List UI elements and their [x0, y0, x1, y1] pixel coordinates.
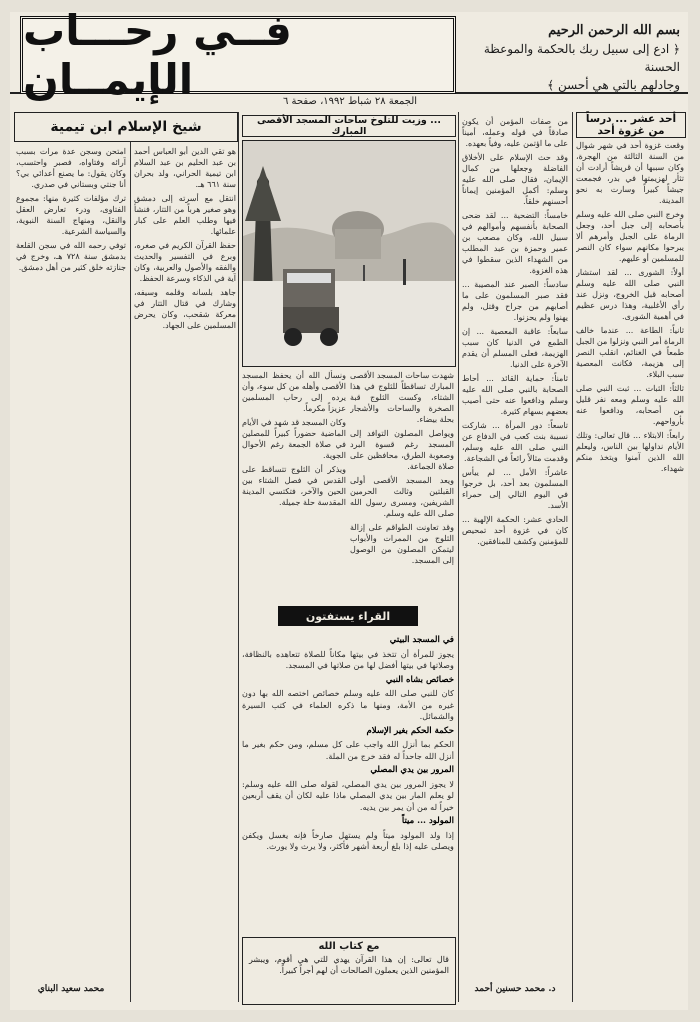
qa-answer: يجوز للمرأة أن تتخذ في بيتها مكاناً للصلاة تتعاهده بالنظافة، وصلاتها في بيتها أفضل لها من صلاتها في المسجد.	[242, 648, 454, 670]
column-rule	[238, 112, 239, 1002]
paragraph: جاهد بلسانه وقلمه وسيفه، وشارك في قتال التتار في معركة شقحب، وكان يحرض المسلمين على الجهاد.	[134, 288, 236, 330]
motto-line-2: وجادلهم بالتي هي أحسن ﴾	[547, 78, 680, 92]
qa-answer: كان للنبي صلى الله عليه وسلم خصائص اختصه الله بها دون غيره من الأمة، ومنها ما ذكره العلماء في كتب السيرة والشمائل.	[242, 688, 454, 721]
paragraph: توفي رحمه الله في سجن القلعة بدمشق سنة ٧٢٨ هـ، وخرج في جنازته خلق كثير من أهل دمشق.	[16, 241, 126, 272]
aqsa-article-col-b	[242, 370, 346, 600]
paragraph: شهدت ساحات المسجد الأقصى المبارك تساقطاً للثلوج في هذا الشتاء، وكست الثلوج قبة الصخرة والساحات والأشجار بحلة بيضاء.	[350, 371, 454, 424]
qa-answer: لا يجوز المرور بين يدي المصلي، لقوله صلى الله عليه وسلم: لو يعلم المار بين يدي المصلي ماذا عليه لكان أن يقف أربعين خيراً له من أن يمر بين يديه.	[242, 778, 454, 812]
uhud-article	[576, 140, 684, 1005]
masthead-motto	[465, 22, 680, 92]
paragraph: سادساً: الصبر عند المصيبة ... فقد صبر المسلمون على ما أصابهم من جراح وقتل، ولم يهنوا ولم يحزنوا.	[462, 280, 568, 322]
uhud-headline	[576, 112, 686, 138]
qa-question: حكمة الحكم بغير الإسلام	[366, 725, 454, 736]
photo-illustration	[243, 141, 455, 366]
ibn-taymiyyah-headline-text: شيخ الإسلام ابن تيمية	[50, 119, 202, 135]
paragraph: حفظ القرآن الكريم في صغره، وبرع في التفسير والحديث والفقه والأصول والعربية، وكان آية في الذكاء وسرعة الحفظ.	[134, 241, 236, 283]
uhud-article-continued	[462, 116, 568, 976]
paragraph: ثامناً: حماية القائد ... أحاط الصحابة بالنبي صلى الله عليه وسلم ودافعوا عنه حتى أصيب بعضهم بسهام كثيرة.	[462, 374, 568, 416]
qa-answer: الحكم بما أنزل الله واجب على كل مسلم، ومن حكم بغير ما أنزل الله جاحداً له فقد خرج من الملة.	[242, 739, 454, 761]
column-rule	[458, 112, 459, 1002]
paragraph: ونسأل الله أن يحفظ المسجد الأقصى وأهله من كل سوء، وأن يرده إلى رحاب المسلمين عزيزاً مكرماً.	[242, 371, 346, 413]
quran-box-title: مع كتاب الله	[318, 941, 380, 952]
qa-list	[242, 632, 454, 932]
paragraph: امتحن وسجن عدة مرات بسبب آرائه وفتاواه، فصبر واحتسب، وكان يقول: ما يصنع أعدائي بي؟ أنا جنتي وبستاني في صدري.	[16, 147, 126, 189]
paragraph: وكان المسجد قد شهد في الأيام الماضية حضوراً كبيراً للمصلين في صلاة الجمعة رغم الأحوال الجوية.	[242, 418, 346, 460]
qa-heading-text: القراء يستفتون	[305, 609, 391, 623]
paragraph: ثالثاً: الثبات ... ثبت النبي صلى الله عليه وسلم ومعه نفر قليل من أصحابه، ودافعوا عنه بأرواحهم.	[576, 384, 684, 426]
qa-question: المرور بين يدي المصلي	[370, 765, 454, 775]
masthead-title: فــي رحـــاب الإيمــان	[20, 16, 456, 94]
column-rule	[130, 112, 131, 1002]
paragraph: أولاً: الشورى ... لقد استشار النبي صلى الله عليه وسلم أصحابه قبل الخروج، ونزل عند رأي الأغلبية، وهذا درس عظيم في أهمية الشورى.	[576, 268, 684, 321]
quran-box	[242, 937, 456, 1005]
paragraph: هو تقي الدين أبو العباس أحمد بن عبد الحليم بن عبد السلام ابن تيمية الحراني، ولد بحران سنة ٦٦١ هـ.	[134, 147, 236, 189]
aqsa-article-col-a	[350, 370, 454, 600]
paragraph: انتقل مع أسرته إلى دمشق وهو صغير هرباً من التتار، فنشأ فيها وطلب العلم على كبار علمائها.	[134, 194, 236, 236]
paragraph: سابعاً: عاقبة المعصية ... إن الطمع في الدنيا كان سبب الهزيمة، فعلى المسلم أن يقدم الآخرة على الدنيا.	[462, 327, 568, 369]
qa-section-heading	[278, 606, 418, 626]
paragraph: ويعد المسجد الأقصى أولى القبلتين وثالث الحرمين الشريفين، ومسرى رسول الله صلى الله عليه وسلم.	[350, 476, 454, 518]
paragraph: رابعاً: الابتلاء ... قال تعالى: وتلك الأيام نداولها بين الناس، وليعلم الله الذين آمنوا ويتخذ منكم شهداء.	[576, 431, 684, 473]
paragraph: تاسعاً: دور المرأة ... شاركت نسيبة بنت كعب في الدفاع عن النبي صلى الله عليه وسلم، وقدمت مثالاً رائعاً في الشجاعة.	[462, 421, 568, 463]
qa-answer: إذا ولد المولود ميتاً ولم يستهل صارخاً فإنه يغسل ويكفن ويصلى عليه إذا بلغ أربعة أشهر فأكثر، ولا يرث ولا يورث.	[242, 829, 454, 851]
photo-caption	[242, 115, 456, 137]
paragraph: وخرج النبي صلى الله عليه وسلم بأصحابه إلى جبل أحد، وجعل الرماة على الجبل وأمرهم ألا يبرحوا مكانهم سواء كان النصر للمسلمين أو عليهم.	[576, 210, 684, 263]
paragraph: وقعت غزوة أحد في شهر شوال من السنة الثالثة من الهجرة، وكان سببها أن قريشاً أرادت أن تثأر لهزيمتها في بدر، فجمعت جيشاً كبيراً وسارت به نحو المدينة.	[576, 141, 684, 205]
author-byline: د. محمد حسنين أحمد	[474, 984, 556, 994]
motto-line-1: ﴿ ادع إلى سبيل ربك بالحكمة والموعظة الحسنة	[483, 42, 680, 74]
paragraph: عاشراً: الأمل ... لم ييأس المسلمون بعد أحد، بل خرجوا في اليوم التالي إلى حمراء الأسد.	[462, 468, 568, 510]
qa-question: المولود ... ميتاً	[401, 816, 454, 826]
paragraph: من صفات المؤمن أن يكون صادقاً في قوله وعمله، أميناً على ما اؤتمن عليه، وفياً بعهده.	[462, 117, 568, 148]
uhud-headline-text: أحد عشر ... درساً من غزوة أحد	[585, 113, 677, 137]
quran-box-text: قال تعالى: إن هذا القرآن يهدي للتي هي أقوم، ويبشر المؤمنين الذين يعملون الصالحات أن لهم أجراً كبيراً.	[249, 955, 449, 975]
snow-aqsa-photo	[242, 140, 456, 367]
qa-question: في المسجد البيتي	[389, 635, 454, 645]
qa-question: خصائص بشاه النبي	[385, 674, 454, 685]
basmala: بسم الله الرحمن الرحيم	[548, 23, 680, 38]
ibn-taymiyyah-col-a	[134, 146, 236, 1001]
paragraph: خامساً: التضحية ... لقد ضحى الصحابة بأنفسهم وأموالهم في سبيل الله، وكان مصعب بن عمير وحمزة بن عبد المطلب من الشهداء الذين سقطوا في هذه الغزوة.	[462, 211, 568, 275]
author-byline: محمد سعيد البناي	[37, 984, 105, 994]
paragraph: ترك مؤلفات كثيرة منها: مجموع الفتاوى، ودرء تعارض العقل والنقل، ومنهاج السنة النبوية، والسياسة الشرعية.	[16, 194, 126, 236]
paragraph: وقد تعاونت الطواقم على إزالة الثلوج من الممرات والأبواب ليتمكن المصلون من الوصول إلى المسجد.	[350, 523, 454, 565]
dateline: الجمعة ٢٨ شباط ١٩٩٢، صفحة ٦	[282, 96, 418, 107]
newspaper-page	[10, 6, 688, 1010]
ibn-taymiyyah-headline	[14, 112, 238, 142]
column-rule	[572, 112, 573, 1002]
paragraph: الحادي عشر: الحكمة الإلهية ... كان في غزوة أحد تمحيص للمؤمنين وكشف للمنافقين.	[462, 515, 568, 546]
photo-caption-text: ... وزيت للتلوخ ساحات المسجد الأقصى المبارك	[257, 115, 441, 137]
ibn-taymiyyah-col-b	[16, 146, 126, 976]
paragraph: وقد حث الإسلام على الأخلاق الفاضلة وجعلها من كمال الإيمان، فقال صلى الله عليه وسلم: أكمل المؤمنين إيماناً أحسنهم خلقاً.	[462, 153, 568, 206]
paragraph: ويذكر أن الثلوج تتساقط على القدس في فصل الشتاء بين الحين والآخر، فتكتسي المدينة المقدسة حلة جميلة.	[242, 465, 346, 507]
paragraph: ويواصل المصلون التوافد إلى المسجد رغم قسوة البرد وصعوبة الطرق، محافظين على صلاة الجماعة.	[350, 429, 454, 471]
paragraph: ثانياً: الطاعة ... عندما خالف الرماة أمر النبي ونزلوا من الجبل طمعاً في الغنائم، انقلب النصر إلى هزيمة، فكانت المعصية سبب البلاء.	[576, 326, 684, 379]
